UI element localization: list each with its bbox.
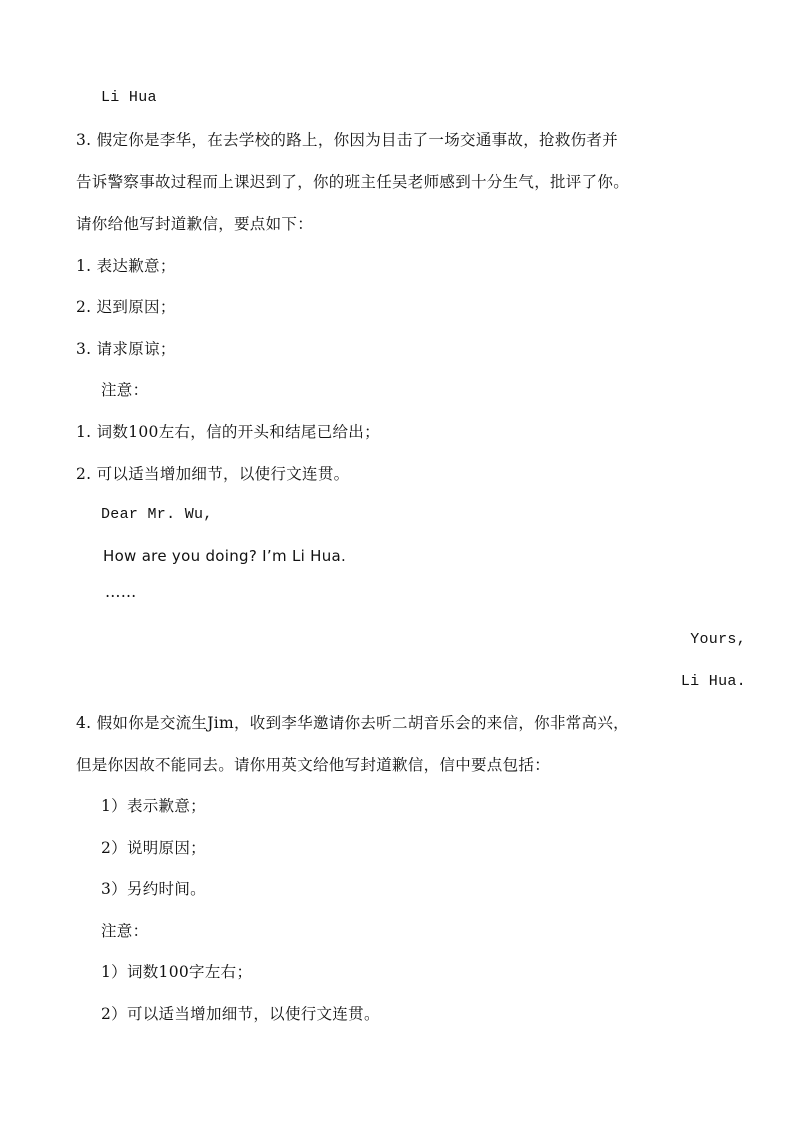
- letter-opening: How are you doing? I’m Li Hua.: [103, 547, 347, 565]
- letter-signature: Li Hua.: [680, 673, 746, 690]
- q4-note-2: 2）可以适当增加细节，以使行文连贯。: [101, 1005, 380, 1023]
- q3-prompt-line-1: 3. 假定你是李华，在去学校的路上，你因为目击了一场交通事故，抢救伤者并: [76, 131, 619, 149]
- q4-prompt-line-1: 4. 假如你是交流生Jim，收到李华邀请你去听二胡音乐会的来信，你非常高兴，: [76, 714, 629, 732]
- q4-point-3: 3）另约时间。: [101, 880, 206, 898]
- q3-prompt-line-2: 告诉警察事故过程而上课迟到了，你的班主任吴老师感到十分生气，批评了你。: [76, 173, 630, 191]
- q4-note-label: 注意：: [101, 922, 149, 940]
- letter-closing: Yours,: [690, 631, 746, 648]
- q3-note-label: 注意：: [101, 381, 149, 399]
- q4-point-2: 2）说明原因；: [101, 839, 206, 857]
- q4-point-1: 1）表示歉意；: [101, 797, 206, 815]
- letter-ellipsis: ……: [105, 583, 137, 601]
- q3-point-1: 1. 表达歉意；: [76, 257, 176, 275]
- q3-prompt-line-3: 请你给他写封道歉信，要点如下：: [76, 215, 314, 233]
- q3-point-2: 2. 迟到原因；: [76, 298, 176, 316]
- q4-prompt-line-2: 但是你因故不能同去。请你用英文给他写封道歉信，信中要点包括：: [76, 756, 551, 774]
- q3-point-3: 3. 请求原谅；: [76, 340, 176, 358]
- q3-note-2: 2. 可以适当增加细节，以使行文连贯。: [76, 465, 350, 483]
- q3-note-1: 1. 词数100左右，信的开头和结尾已给出；: [76, 423, 380, 441]
- previous-letter-signature: Li Hua: [101, 89, 157, 106]
- q4-note-1: 1）词数100字左右；: [101, 963, 253, 981]
- letter-salutation: Dear Mr. Wu,: [101, 506, 213, 523]
